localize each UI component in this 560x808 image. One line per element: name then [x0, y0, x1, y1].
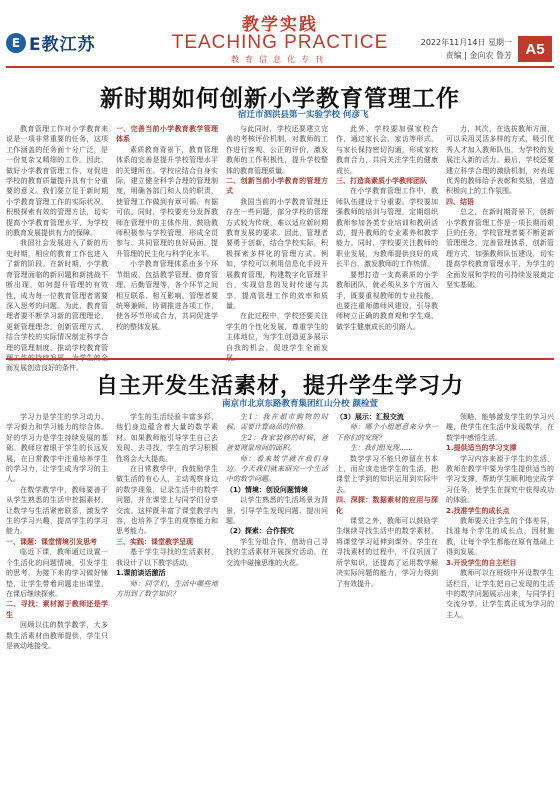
article1-byline: 宿迁市泗洪县第一实验学校 何彦飞 [238, 110, 369, 120]
column-paragraph: 学习内容来源于学生的生活，教师在教学中要为学生提供适当的学习支撑，帮助学生顺利地完成学习任务，使学生在探究中获得成功的体验。 [446, 454, 554, 505]
page-number: A5 [518, 36, 552, 62]
column-paragraph: 我国当前的小学教育管理还存在一些问题，部分学校的管理方式较为传统，难以适应新时期教育发展的要求。因此，管理者要勇于创新，结合学校实际，积极探索多样化的管理方式。例如，学校可以利用信息化手段开展教育管理，构建数字化管理平台，实现信息的及时传递与共享，提高管理工作的效率和质量。 [226, 197, 328, 310]
column-subheading: 一、课题：课堂情境引发思考 [6, 537, 97, 546]
column-paragraph: 教师可以在班级中开设数学生活栏目，让学生把自己发现的生活中的数学问题展示出来，与同学们交流分享，让学生真正成为学习的主人。 [446, 569, 554, 619]
column-subheading: 四、深探：数据素材的应用与深化 [336, 496, 438, 515]
column-paragraph: 数学学习不能只停留在书本上，而应该走进学生的生活，把课堂上学到的知识运用到实际中去。 [336, 454, 438, 494]
column-paragraph: 力，其次，在选拔教师方面，可以采用灵活多样的方式，吸引优秀人才加入教师队伍，为学校的发展注入新的活力。最后，学校还要建立科学合理的激励机制，对表现优秀的教师给予表彰和奖励，营造积极向上的工作氛围。 [446, 125, 554, 196]
logo-text: E教江苏 [29, 35, 96, 55]
column-paragraph: 在小学教育管理工作中，教师队伍建设十分重要。学校要加强教师的培训与管理，定期组织教师参加各类专业培训和教研活动，提升教师的专业素养和教学能力。同时，学校要关注教师的职业发展，为教师提供良好的成长平台，激发教师的工作热情。 [336, 187, 438, 269]
column-paragraph: 总之，在新时期背景下，创新小学教育管理工作是一项长期而艰巨的任务。学校管理者要不断更新管理理念，完善管理体系，创新管理方式，加强教师队伍建设，切实提高学校教育管理水平，为学生的全面发展和学校的可持续发展奠定坚实基础。 [446, 208, 554, 290]
article-divider [6, 358, 554, 360]
column-paragraph: 课堂之外，教师可以鼓励学生继续寻找生活中的数学素材，将课堂学习延伸到课外。学生在寻找素材的过程中，不仅巩固了所学知识，还提高了运用数学解决实际问题的能力，学习力得到了有效提升。 [336, 517, 438, 588]
column-dialogue: 生2：我家装修的时候，爸爸要测量房间的面积。 [226, 433, 328, 453]
article2-column-2 [116, 412, 218, 804]
column-subheading: 3.开设学生的自主栏目 [446, 558, 517, 567]
issue-date: 2022年11月14日 星期一 [420, 38, 512, 47]
column-subheading: 三、打造高素质小学教师团队 [336, 177, 427, 186]
column-paragraph: 学习力是学生的学习动力、学习毅力和学习能力的综合体。好的学习力是学生持续发展的基础。教师应着眼于学生的长远发展，在日常教学中注重培养学生的学习力，让学生成为学习的主人。 [6, 413, 108, 484]
article2-column-4 [336, 412, 438, 804]
column-subheading: 1.提供适当的学习支撑 [446, 444, 517, 453]
article1-column-2 [116, 124, 218, 350]
column-dialogue: 生1：我在超市购物的时候，需要计算商品的价格。 [226, 413, 328, 432]
article1-title: 新时期如何创新小学教育管理工作 [100, 86, 460, 112]
article1-column-4 [336, 124, 438, 350]
column-paragraph: 以学生熟悉的生活场景为背景，引导学生发现问题、提出问题。 [226, 496, 328, 526]
column-paragraph: 教师要关注学生的个体差异，找准每个学生的成长点，因材施教，让每个学生都能在原有基础上得到发展。 [446, 517, 554, 557]
column-paragraph: 学生分组合作，借助自己寻找的生活素材开展探究活动，在交流中碰撞思维的火花。 [226, 537, 328, 567]
article2-column-3 [226, 412, 328, 804]
masthead-divider [6, 66, 554, 68]
column-caption: 1.课前谈话激活 [116, 569, 166, 578]
column-subheading: 二、寻找：素材源于教师还是学生 [6, 600, 108, 619]
section-title: 教学实践 [242, 15, 318, 35]
article1-column-5 [446, 124, 554, 350]
column-caption: （3）展示：汇报交流 [336, 413, 404, 421]
column-caption: （2）探索：合作探究 [226, 527, 294, 536]
column-paragraph: 素质教育背景下，教育管理体系的完善是提升学校管理水平的关键所在。学校应结合自身实际，建立健全科学合理的管理制度，明确各部门和人员的职责，使管理工作做到有章可循、有据可依。同时，学校要充分发挥教师在管理中的主体作用，鼓励教师积极参与学校管理，形成全员参与、共同管理的良好局面，提升管理的民主化与科学化水平。 [116, 145, 218, 258]
column-paragraph: 在此过程中，学校还要关注学生的个性化发展，尊重学生的主体地位，为学生创造更多展示自我的机会，促进学生全面发 [226, 312, 328, 352]
column-dialogue: 师：看来数学就在我们身边。今天我们就来研究一个生活中的数学问题。 [226, 454, 328, 484]
column-paragraph: 在日常教学中，我鼓励学生做生活的有心人，主动观察身边的数学现象，记录生活中的数学问题，并在课堂上与同学们分享交流。这样既丰富了课堂教学内容，也培养了学生的观察能力和思考能力。 [116, 465, 218, 536]
column-paragraph: 回顾以往的数学教学，大多数生活素材由教师提供，学生只是被动地接受。 [6, 621, 108, 650]
column-dialogue: 生：我们组发现…… [350, 444, 413, 453]
article2-column-1 [6, 412, 108, 804]
masthead [0, 0, 560, 66]
section-title-en: TEACHING PRACTICE [171, 32, 389, 53]
column-subheading: 2.找准学生的成长点 [446, 506, 510, 515]
column-subheading: 二、创新当前小学教育的管理方式 [226, 177, 328, 196]
column-dialogue: 师：哪个小组愿意来分享一下你们的发现？ [336, 423, 438, 442]
newspaper-logo [6, 30, 96, 55]
column-paragraph: 教育管理工作对小学教育来说是一项非常重要的任务，这项工作涵盖的任务面十分广泛，是一份复杂又精细的工作。因此，做好小学教育管理工作，对促进学校的教育质量提升具有十分重要的意义。我们要立足于新时期小学教育管理工作的实际状况，积极探索有效的管理方法，切实提高小学教育管理水平，为学校的教育发展提供有力的保障。 [6, 125, 108, 238]
article1-column-3 [226, 124, 328, 350]
column-paragraph: 我国社会发展进入了新的历史时期，相应的教育工作也进入了新的阶段。在新时期，小学教育管理面临的新问题和新挑战不断出现，如何提升管理的有效性，成为每一位教育管理者需要深入思考的问题。为此，教育管理者要不断学习新的管理理论，更新管理理念，创新管理方式，结合学校的实际情况制定科学合理的管理制度，推动学校教育管 面发展创造良好的条件。 [6, 239, 108, 373]
issue-info [421, 36, 512, 62]
column-subheading: 一、完善当前小学教育教学管理体系 [116, 125, 218, 144]
article2-title: 自主开发生活素材，提升学生学习力 [95, 374, 464, 399]
column-paragraph: 学生的生活经验丰富多彩，他们身边蕴含着大量的数学素材。如果教师能引导学生自己去发现、去寻找，学生的学习积极性将会大大提高。 [116, 413, 218, 463]
column-paragraph: 基于学生寻找的生活素材，我设计了以下教学活动。 [116, 548, 218, 567]
column-paragraph: 在数学教学中，教师要善于从学生熟悉的生活中挖掘素材，让数学与生活紧密联系，激发学生的学习兴趣，提高学生的学习能力。 [6, 485, 108, 536]
article1-column-1 [6, 124, 108, 373]
article2-byline: 南京市北京东路教育集团红山分校 颜检萱 [222, 399, 378, 409]
column-paragraph: 小学教育管理体系由多个环节组成，包括教学管理、德育管理、后勤管理等，各个环节之间相互联系、相互影响。管理者要统筹兼顾，协调推进各项工作，使各环节形成合力，共同促进学校的整体发展。 [116, 260, 218, 331]
editors: 责编 | 金向农 鲁芳 [445, 51, 512, 60]
column-paragraph: 与此同时，学校还要建立完善的考核评价机制，对教师的工作进行客观、公正的评价，激发教师的工作积极性，提升学校整体的教育管理质量。 [226, 125, 328, 175]
column-paragraph: 临近下课，教师通过设置一个生活化的问题情境，引发学生的思考，为接下来的学习做好铺垫，让学生带着问题走出课堂，在课后继续探索。 [6, 548, 108, 598]
column-paragraph: 要想打造一支高素质的小学教师团队，就必须从多个方面入手，既要重视教师的专业技能，也要注重师德师风建设，引导教师树立正确的教育观和学生观，做学生健康成长的引路人。 [336, 270, 438, 331]
logo-icon: E [6, 33, 26, 53]
column-paragraph: 此外，学校要加强家校合作，通过家长会、家访等形式，与家长保持密切沟通，形成家校教育合力，共同关注学生的健康成长。 [336, 125, 438, 175]
column-paragraph: 领略，能够激发学生的学习兴趣，使学生在生活中发现数学，在数学中感悟生活。 [446, 413, 554, 442]
column-subheading: 四、结语 [446, 197, 474, 206]
column-caption: （1）情境：创设问题情境 [226, 485, 308, 494]
article2-column-5 [446, 412, 554, 804]
section-subtitle: 教育信息化专刊 [231, 55, 329, 64]
column-subheading: 三、实践：课堂教学呈现 [116, 537, 193, 546]
column-dialogue: 师：同学们，生活中哪些地方用到了数学知识？ [116, 579, 218, 598]
